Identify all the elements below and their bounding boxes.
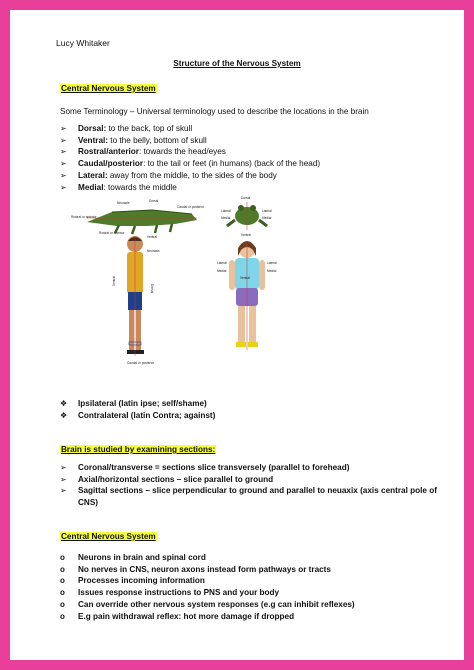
label-frog-dorsal: Dorsal xyxy=(241,196,251,200)
arrow-bullet-icon: ➢ xyxy=(60,135,67,145)
arrow-bullet-icon: ➢ xyxy=(60,159,67,169)
label-woman-medial-right: Medial xyxy=(267,269,277,273)
list-item: ➢ Sagittal sections – slice perpendicular to ground and parallel to neuaxix (axis central pole of CNS) xyxy=(60,486,437,508)
label-frog-lateral-right: Lateral xyxy=(262,209,272,213)
arrow-bullet-icon: ➢ xyxy=(60,170,67,180)
list-item: ➢ Medial: towards the middle xyxy=(60,182,177,192)
list-item: ➢ Axial/horizontal sections – slice parallel to ground xyxy=(60,474,274,484)
list-item: o No nerves in CNS, neuron axons instead form pathways or tracts xyxy=(60,564,331,574)
diamond-bullet-icon: ❖ xyxy=(60,399,68,408)
man-side-view-illustration xyxy=(127,236,144,356)
list-item: o Processes incoming information xyxy=(60,576,205,586)
arrow-bullet-icon: ➢ xyxy=(60,486,67,496)
label-man-rostral: Rostral or anterior xyxy=(99,231,125,235)
label-woman-lateral-right: Lateral xyxy=(267,261,277,265)
label-frog-medial-right: Medial xyxy=(262,216,272,220)
label-croc-rostral: Rostral or anterior xyxy=(71,215,97,219)
document-title: Structure of the Nervous System xyxy=(173,59,301,68)
label-frog-medial-left: Medial xyxy=(221,216,231,220)
label-woman-ventral: Ventral xyxy=(240,276,250,280)
document-page xyxy=(10,10,464,660)
label-woman-medial-left: Medial xyxy=(217,269,227,273)
sections-list xyxy=(60,462,438,509)
heading-highlight: Central Nervous System xyxy=(61,84,156,93)
label-man-ventral: Ventral xyxy=(112,276,116,286)
arrow-bullet-icon: ➢ xyxy=(60,474,67,484)
circle-bullet-icon: o xyxy=(60,611,65,621)
section-heading-sections xyxy=(60,444,216,455)
list-item: ➢ Rostral/anterior: towards the head/eyes xyxy=(60,147,226,157)
terminology-list xyxy=(60,123,320,193)
label-croc-ventral: Ventral xyxy=(147,235,157,239)
heading-highlight: Brain is studied by examining sections: xyxy=(61,445,216,454)
arrow-bullet-icon: ➢ xyxy=(60,124,67,133)
cns-facts-list xyxy=(60,552,355,622)
circle-bullet-icon: o xyxy=(60,588,65,598)
circle-bullet-icon: o xyxy=(60,576,65,586)
section-heading-cns-2 xyxy=(60,531,157,542)
arrow-bullet-icon: ➢ xyxy=(60,182,67,192)
arrow-bullet-icon: ➢ xyxy=(60,463,67,472)
list-item: ➢ Ventral: to the belly, bottom of skull xyxy=(60,135,207,145)
section-heading-cns xyxy=(60,83,157,94)
label-croc-neuraxis: Neuraxis xyxy=(117,201,130,205)
list-item: o Can override other nervous system responses (e.g can inhibit reflexes) xyxy=(60,599,355,609)
woman-front-view-illustration xyxy=(229,241,265,350)
label-croc-caudal: Caudal or posterior xyxy=(177,205,205,209)
anatomical-directions-figure xyxy=(57,192,307,370)
circle-bullet-icon: o xyxy=(60,599,65,609)
diamond-bullet-icon: ❖ xyxy=(60,410,68,420)
list-item: ➢ Caudal/posterior: to the tail or feet (in humans) (back of the head) xyxy=(60,159,321,169)
terminology-intro: Some Terminology – Universal terminology used to describe the locations in the brain xyxy=(60,107,369,116)
list-item: ➢ Dorsal: to the back, top of skull xyxy=(60,124,193,133)
label-croc-dorsal: Dorsal xyxy=(149,199,159,203)
label-woman-lateral-left: Lateral xyxy=(217,261,227,265)
label-frog-lateral-left: Lateral xyxy=(221,209,231,213)
author-name: Lucy Whitaker xyxy=(56,38,110,48)
arrow-bullet-icon: ➢ xyxy=(60,147,67,157)
circle-bullet-icon: o xyxy=(60,564,65,574)
heading-highlight: Central Nervous System xyxy=(61,532,156,541)
list-item: ➢ Coronal/transverse = sections slice transversely (parallel to forehead) xyxy=(60,463,350,472)
list-item: o Issues response instructions to PNS and your body xyxy=(60,588,280,598)
label-man-dorsal: Dorsal xyxy=(150,284,154,294)
list-item: ➢ Lateral: away from the middle, to the sides of the body xyxy=(60,170,277,180)
label-man-caudal: Caudal or posterior xyxy=(127,361,155,365)
circle-bullet-icon: o xyxy=(60,553,65,562)
list-item: ❖ Contralateral (latin Contra; against) xyxy=(60,410,216,420)
label-man-neuraxis: Neuraxis xyxy=(147,249,160,253)
list-item: o E.g pain withdrawal reflex: hot more damage if dropped xyxy=(60,611,295,621)
laterality-list xyxy=(60,398,215,421)
label-frog-ventral: Ventral xyxy=(241,233,251,237)
list-item: ❖ Ipsilateral (latin ipse; self/shame) xyxy=(60,399,207,408)
frog-illustration xyxy=(227,202,267,230)
list-item: o Neurons in brain and spinal cord xyxy=(60,553,206,562)
